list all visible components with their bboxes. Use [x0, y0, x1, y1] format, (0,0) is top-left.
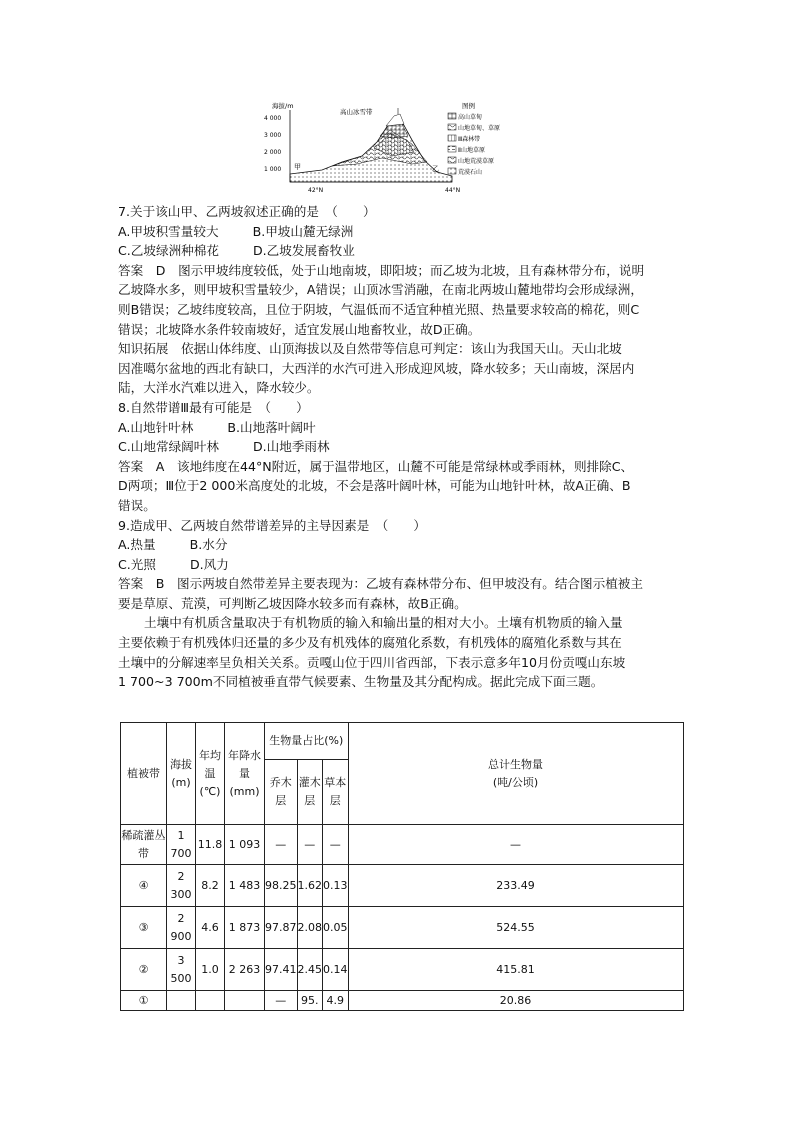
cell-precipitation: 1 873 — [225, 907, 265, 949]
passage: 土壤中有机质含量取决于有机物质的输入和输出量的相对大小。土壤有机物质的输入量 — [144, 615, 623, 631]
cell-zone: ② — [121, 949, 167, 991]
cell-altitude: 2 900 — [167, 907, 196, 949]
peak-label: 高山冰雪带 — [340, 108, 373, 116]
passage-cont: 土壤中的分解速率呈负相关关系。贡嘎山位于四川省西部，下表示意多年10月份贡嘎山东坡 — [118, 654, 626, 670]
answer-9-cont: 要是草原、荒漠，可判断乙坡因降水较多而有森林，故B正确。 — [118, 595, 467, 611]
legend-label: 高山草甸 — [458, 114, 483, 121]
y-tick-label: 2 000 — [264, 149, 282, 156]
option: B.山地落叶阔叶 — [227, 419, 316, 435]
legend-label: Ⅱ山地草原 — [458, 147, 485, 154]
options-row — [118, 535, 678, 555]
answer-8: 答案 A 该地纬度在44°N附近，属于温带地区，山麓不可能是常绿林或季雨林，则排除C、 — [118, 458, 634, 474]
legend-swatch — [448, 113, 456, 119]
option: A.甲坡积雪量较大 — [118, 223, 219, 239]
legend-label: 山地草甸、草原 — [458, 125, 501, 132]
answer-7-cont: 乙坡降水多，则甲坡积雪量较少，A错误；山顶冰雪消融，在南北两坡山麓地带均会形成绿洲， — [118, 282, 643, 298]
table-row — [121, 907, 684, 949]
options-row — [118, 241, 678, 261]
options-row — [118, 222, 678, 242]
cell-total: 20.86 — [348, 991, 683, 1011]
legend-swatch — [448, 135, 456, 141]
cell-tree: 98.25 — [265, 865, 298, 907]
cell-herb: 4.9 — [323, 991, 349, 1011]
answer-7: 答案 D 图示甲坡纬度较低，处于山地南坡，即阳坡；而乙坡为北坡，且有森林带分布，说明 — [118, 262, 645, 278]
option: B.甲坡山麓无绿洲 — [252, 223, 354, 239]
question-7: 7.关于该山甲、乙两坡叙述正确的是 （ ） — [118, 204, 376, 219]
cell-shrub: 95. — [297, 991, 323, 1011]
cell-herb: 0.13 — [323, 865, 349, 907]
cell-temperature: 11.8 — [196, 825, 225, 865]
options-row — [118, 418, 678, 438]
question-8: 8.自然带谱Ⅲ最有可能是 （ ） — [118, 399, 309, 415]
legend-label: Ⅲ森林带 — [458, 136, 481, 143]
y-tick-label: 4 000 — [264, 115, 282, 122]
legend-label: 荒漠石山 — [458, 169, 483, 176]
legend-swatch — [448, 157, 456, 163]
question-text — [118, 202, 678, 692]
legend-swatch — [448, 146, 456, 152]
header-total-label: 总计生物量 — [488, 757, 543, 771]
cell-precipitation: 1 483 — [225, 865, 265, 907]
knowledge-extension-cont: 陆，大洋水汽难以进入，降水较少。 — [118, 380, 320, 396]
biomass-table-wrapper — [120, 722, 684, 1011]
passage-cont: 1 700~3 700m不同植被垂直带气候要素、生物量及其分配构成。据此完成下面三题。 — [118, 674, 604, 690]
cell-tree: 97.87 — [265, 907, 298, 949]
legend-title: 图例 — [462, 102, 475, 110]
cell-altitude: 3 500 — [167, 949, 196, 991]
cell-zone: ④ — [121, 865, 167, 907]
cell-total: — — [348, 825, 683, 865]
answer-9: 答案 B 图示两坡自然带差异主要表现为：乙坡有森林带分布、但甲坡没有。结合图示植被主 — [118, 576, 643, 592]
answer-7-cont: 错误；北坡降水条件较南坡好，适宜发展山地畜牧业，故D正确。 — [118, 321, 481, 337]
cell-altitude: 1 700 — [167, 825, 196, 865]
option: A.山地针叶林 — [118, 419, 194, 435]
cell-temperature: 4.6 — [196, 907, 225, 949]
cell-temperature: 1.0 — [196, 949, 225, 991]
cell-shrub: 2.45 — [297, 949, 323, 991]
knowledge-extension: 知识拓展 依据山体纬度、山顶海拔以及自然带等信息可判定：该山为我国天山。天山北坡 — [118, 341, 622, 357]
knowledge-extension-cont: 因准噶尔盆地的西北有缺口，大西洋的水汽可进入形成迎风坡，降水较多；天山南坡，深居内 — [118, 360, 635, 376]
cell-precipitation: 2 263 — [225, 949, 265, 991]
mountain-profile-diagram — [262, 100, 504, 200]
table-row — [121, 949, 684, 991]
options-row — [118, 437, 678, 457]
question-9: 9.造成甲、乙两坡自然带谱差异的主导因素是 （ ） — [118, 517, 426, 533]
slope-jia-label: 甲 — [294, 163, 301, 171]
legend-label: 山地荒漠草原 — [458, 158, 495, 165]
cell-shrub: — — [297, 825, 323, 865]
header-precipitation: 年降水量(mm) — [225, 723, 265, 825]
answer-8-cont: D两项；Ⅲ位于2 000米高度处的北坡，不会是落叶阔叶林，可能为山地针叶林，故A正确、B — [118, 478, 631, 494]
snow-layer — [386, 114, 404, 126]
table-row — [121, 865, 684, 907]
option: D.乙坡发展畜牧业 — [252, 243, 355, 259]
answer-8-cont: 错误。 — [118, 497, 156, 513]
option: C.山地常绿阔叶林 — [118, 439, 219, 455]
cell-temperature — [196, 991, 225, 1011]
cell-temperature: 8.2 — [196, 865, 225, 907]
biomass-table — [120, 722, 684, 1011]
option: A.热量 — [118, 537, 156, 553]
y-tick-label: 1 000 — [264, 166, 282, 173]
options-row — [118, 555, 678, 575]
slope-yi-label: 乙 — [432, 165, 439, 173]
cell-tree: — — [265, 825, 298, 865]
x-tick-label: 42°N — [308, 187, 324, 194]
cell-zone: ③ — [121, 907, 167, 949]
answer-7-cont: 则B错误；乙坡纬度较高，且位于阴坡，气温低而不适宜种植光照、热量要求较高的棉花，则C — [118, 301, 640, 317]
legend-swatch — [448, 124, 456, 130]
cell-tree: 97.41 — [265, 949, 298, 991]
table-row — [121, 825, 684, 865]
cell-herb: 0.05 — [323, 907, 349, 949]
header-biomass-ratio: 生物量占比(%) — [265, 723, 349, 760]
header-temperature: 年均温(℃) — [196, 723, 225, 825]
header-shrub-layer: 灌木层 — [297, 760, 323, 825]
option: D.山地季雨林 — [252, 439, 330, 455]
cell-zone: 稀疏灌丛带 — [121, 825, 167, 865]
cell-shrub: 1.62 — [297, 865, 323, 907]
header-herb-layer: 草本层 — [323, 760, 349, 825]
cell-precipitation: 1 093 — [225, 825, 265, 865]
cell-total: 524.55 — [348, 907, 683, 949]
y-axis-label: 海拔/m — [272, 102, 294, 110]
cell-tree: — — [265, 991, 298, 1011]
x-tick-label: 44°N — [445, 187, 461, 194]
mountain-profile-figure — [262, 100, 504, 200]
option: B.水分 — [189, 537, 228, 553]
cell-altitude: 2 300 — [167, 865, 196, 907]
header-altitude: 海拔(m) — [167, 723, 196, 825]
cell-herb: — — [323, 825, 349, 865]
y-tick-label: 3 000 — [264, 132, 282, 139]
cell-altitude — [167, 991, 196, 1011]
option: D.风力 — [189, 556, 229, 572]
cell-shrub: 2.08 — [297, 907, 323, 949]
header-tree-layer: 乔木层 — [265, 760, 298, 825]
legend-swatch — [448, 168, 456, 174]
option: C.乙坡绿洲种棉花 — [118, 243, 219, 259]
cell-zone: ① — [121, 991, 167, 1011]
header-total-unit: (吨/公顷) — [492, 775, 539, 789]
header-total-biomass — [348, 723, 683, 825]
option: C.光照 — [118, 556, 156, 572]
cell-herb: 0.14 — [323, 949, 349, 991]
header-zone: 植被带 — [121, 723, 167, 825]
table-row — [121, 991, 684, 1011]
cell-total: 415.81 — [348, 949, 683, 991]
passage-cont: 主要依赖于有机残体归还量的多少及有机残体的腐殖化系数，有机残体的腐殖化系数与其在 — [118, 635, 622, 651]
cell-total: 233.49 — [348, 865, 683, 907]
cell-precipitation — [225, 991, 265, 1011]
